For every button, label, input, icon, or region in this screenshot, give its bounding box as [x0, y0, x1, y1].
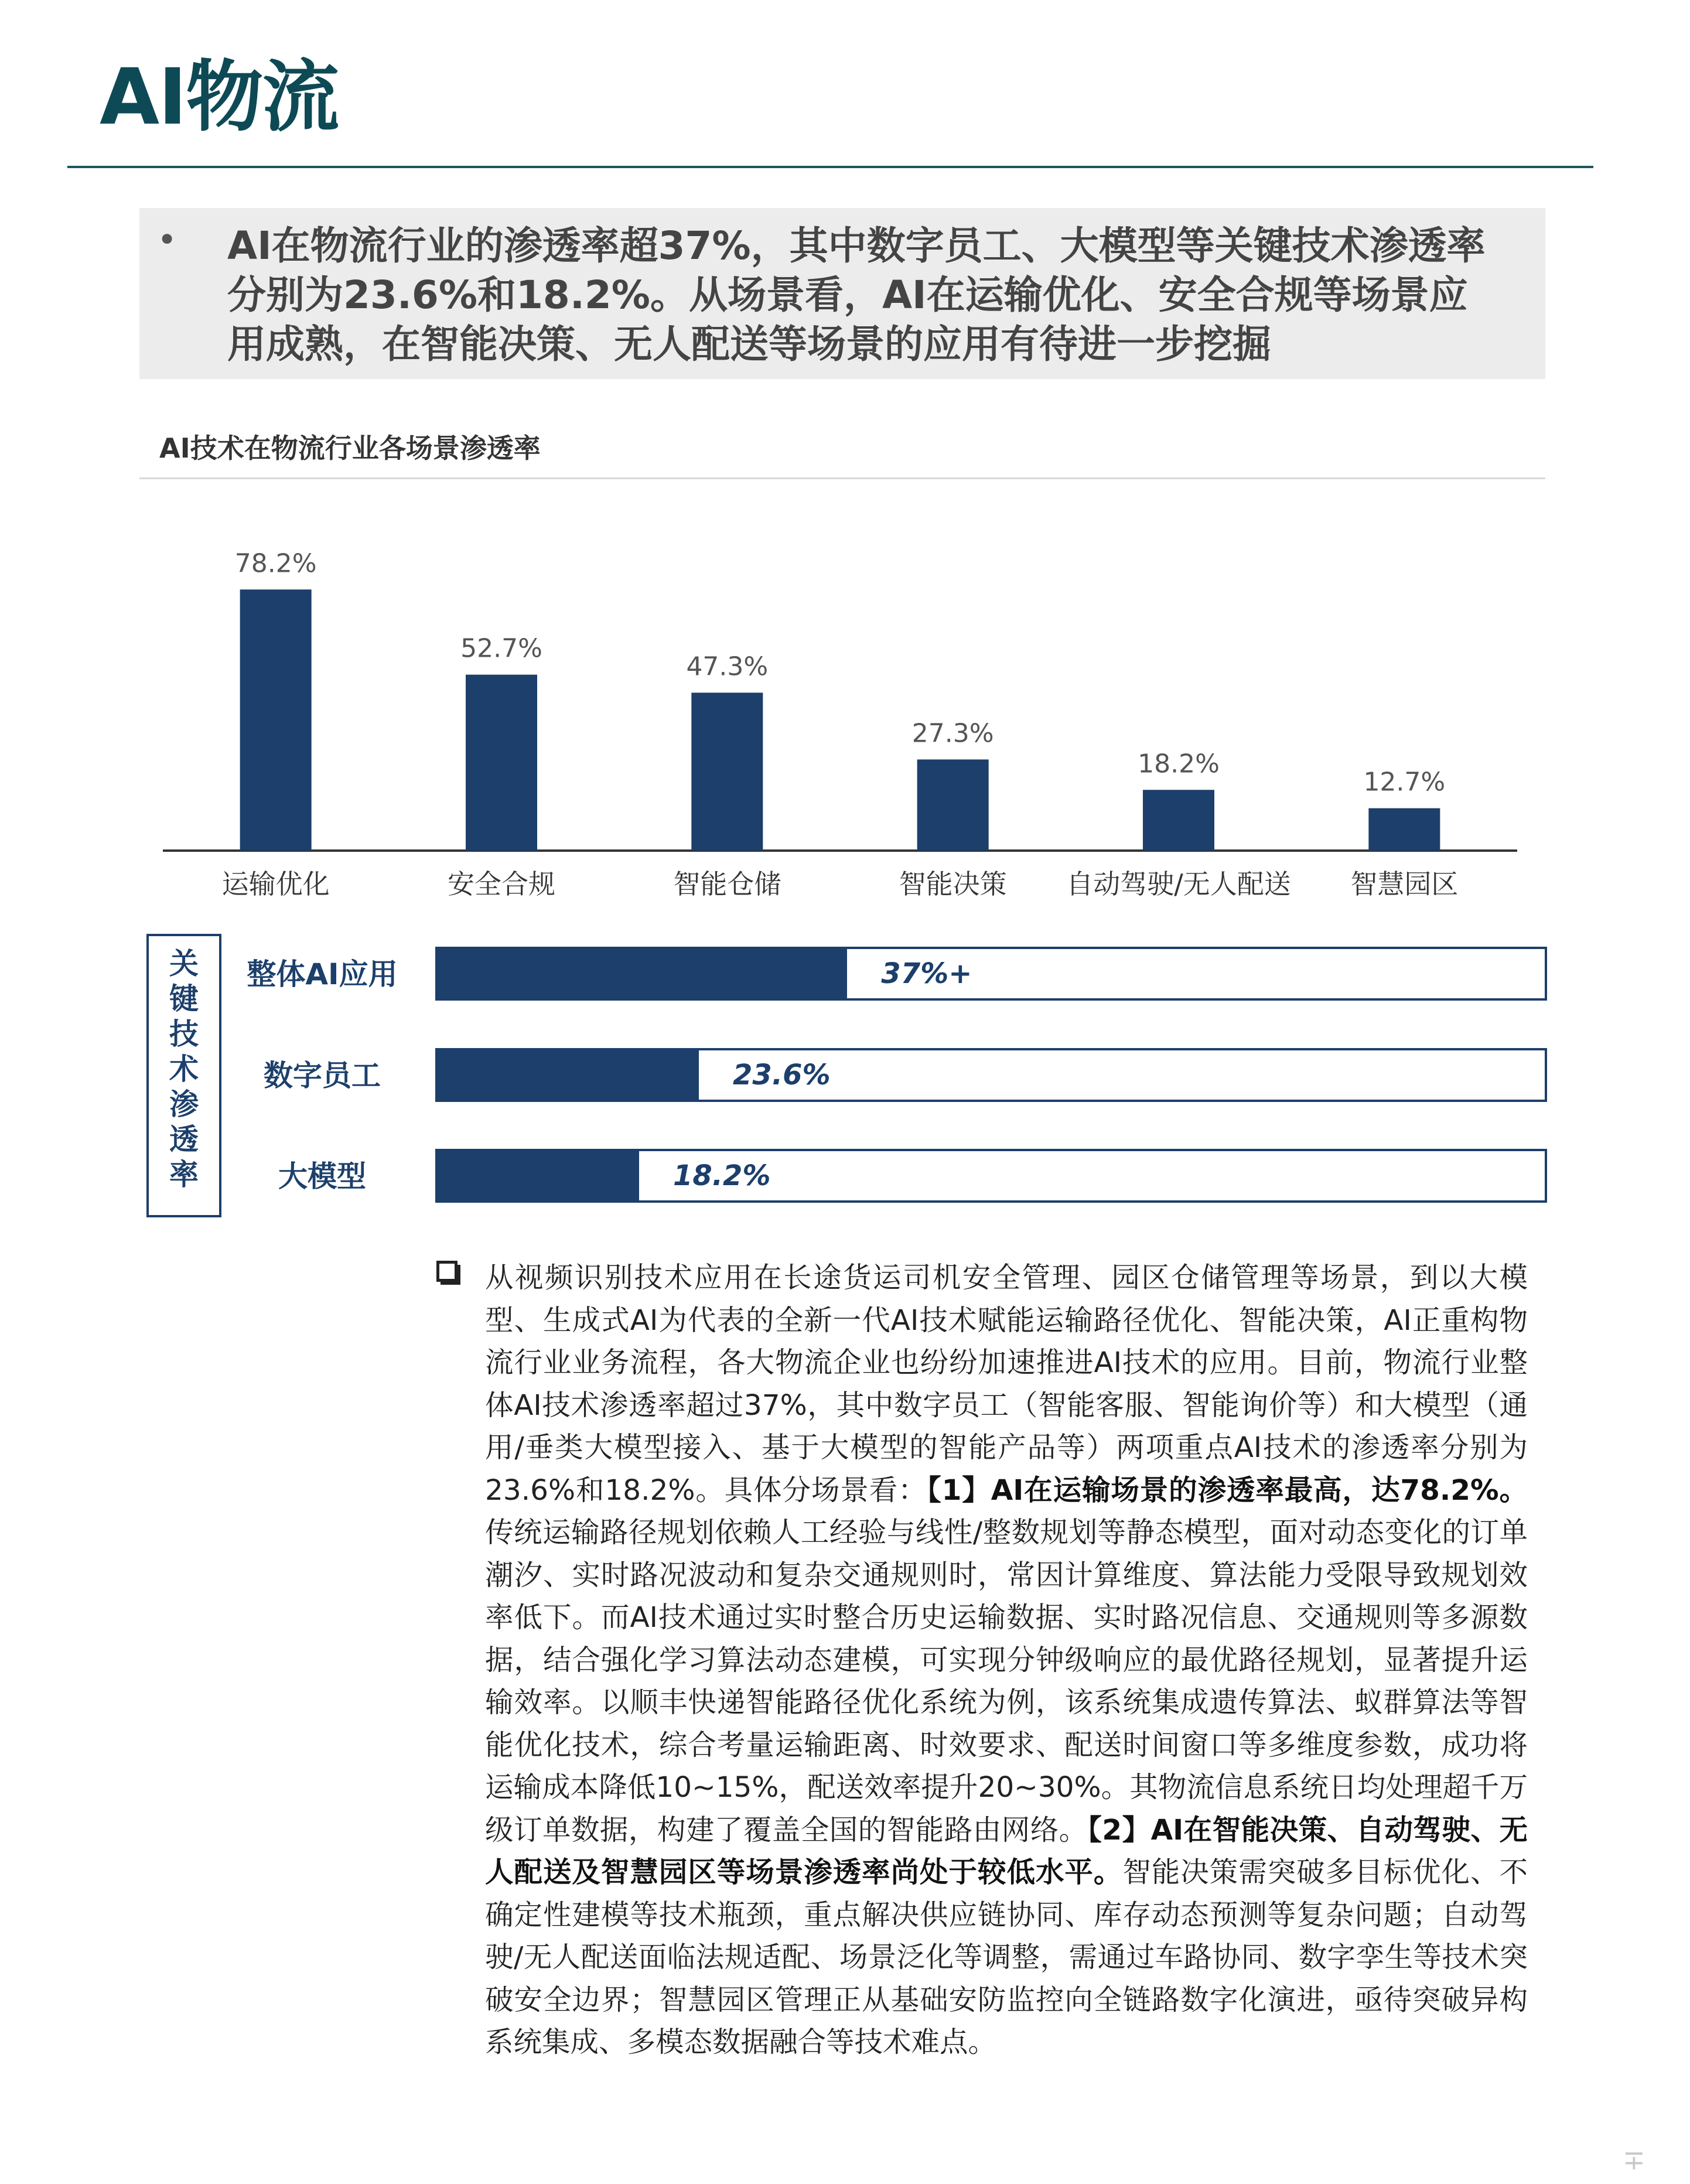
- x-tick-label-2: 安全合规: [448, 868, 555, 900]
- page-title: AI物流: [100, 52, 339, 142]
- bar-value-label-3: 47.3%: [686, 651, 769, 682]
- body-text-3: 智能决策需突破多目标优化、不确定性建模等技术瓶颈，重点解决供应链协同、库存动态预测等复杂问题；自动驾驶/无人配送面临法规适配、场景泛化等调整，需通过车路协同、数字孪生等技术突破安全边界；智慧园区管理正从基础安防监控向全链路数字化演进，亟待突破异构系统集成、多模态数据融合等技术难点。: [485, 1856, 1528, 2059]
- group-label-char: 率: [169, 1158, 199, 1192]
- body-highlight-2: 【2】AI在智能决策、自动驾驶、无人配送及智慧园区等场景渗透率尚处于较低水平。: [485, 1813, 1528, 1889]
- key-tech-bar-1: [438, 949, 847, 998]
- group-label-char: 透: [169, 1122, 199, 1156]
- key-tech-value-2: 23.6%: [733, 1059, 831, 1091]
- key-tech-value-3: 18.2%: [672, 1159, 771, 1192]
- bar-6: [1368, 808, 1440, 851]
- bar-1: [240, 589, 312, 851]
- corner-watermark: ∓: [1623, 2144, 1645, 2176]
- bar-value-label-4: 27.3%: [911, 718, 994, 749]
- bar-4: [917, 759, 989, 851]
- chart-title: AI技术在物流行业各场景渗透率: [159, 432, 541, 464]
- bar-3: [691, 692, 763, 851]
- group-label-char: 技: [169, 1017, 199, 1051]
- key-tech-value-1: 37%+: [881, 957, 972, 990]
- key-tech-track-1: [435, 947, 1547, 1001]
- body-text-2: 传统运输路径规划依赖人工经验与线性/整数规划等静态模型，面对动态变化的订单潮汐、实时路况波动和复杂交通规则时，常因计算维度、算法能力受限导致规划效率低下。而AI技术通过实时整合历史运输数据、实时路况信息、交通规则等多源数据，结合强化学习算法动态建模，可实现分钟级响应的最优路径规划，显著提升运输效率。以顺丰快递智能路径优化系统为例，该系统集成遗传算法、蚁群算法等智能优化技术，综合考量运输距离、时效要求、配送时间窗口等多维度参数，成功将运输成本降低10~15%，配送效率提升20~30%。其物流信息系统日均处理超千万级订单数据，构建了覆盖全国的智能路由网络。: [485, 1516, 1528, 1847]
- x-tick-label-5: 自动驾驶/无人配送: [1066, 868, 1291, 900]
- group-label-char: 键: [169, 982, 199, 1016]
- x-tick-label-4: 智能决策: [899, 868, 1007, 900]
- key-tech-label-2: 数字员工: [264, 1059, 381, 1093]
- key-tech-track-3: [435, 1149, 1547, 1203]
- bar-value-label-2: 52.7%: [460, 633, 542, 664]
- summary-bullet: •: [157, 220, 177, 260]
- key-tech-bar-2: [438, 1050, 699, 1100]
- body-text-1: 从视频识别技术应用在长途货运司机安全管理、园区仓储管理等场景，到以大模型、生成式AI为代表的全新一代AI技术赋能运输路径优化、智能决策，AI正重构物流行业业务流程，各大物流企业也纷纷加速推进AI技术的应用。目前，物流行业整体AI技术渗透率超过37%，其中数字员工（智能客服、智能询价等）和大模型（通用/垂类大模型接入、基于大模型的智能产品等）两项重点AI技术的渗透率分别为23.6%和18.2%。具体分场景看：: [485, 1261, 1528, 1507]
- bar-2: [466, 675, 537, 851]
- x-tick-label-1: 运输优化: [221, 868, 330, 900]
- key-tech-track-2: [435, 1048, 1547, 1102]
- group-label-char: 渗: [169, 1087, 199, 1121]
- group-label-char: 关: [169, 947, 199, 981]
- checkbox-bullet-icon: [436, 1261, 458, 1282]
- body-highlight-1: 【1】AI在运输场景的渗透率最高，达78.2%。: [927, 1473, 1528, 1507]
- x-tick-label-3: 智能仓储: [673, 868, 781, 900]
- bar-value-label-1: 78.2%: [234, 548, 317, 579]
- scenario-bar-chart: [0, 0, 1690, 914]
- summary-text: AI在物流行业的渗透率超37%，其中数字员工、大模型等关键技术渗透率分别为23.6%和18.2%。从场景看，AI在运输优化、安全合规等场景应用成熟，在智能决策、无人配送等场景的应用有待进一步挖掘: [227, 223, 1486, 367]
- key-tech-label-3: 大模型: [278, 1159, 366, 1193]
- bar-value-label-6: 12.7%: [1363, 767, 1446, 797]
- body-paragraph: [485, 1257, 1528, 2064]
- key-tech-bar-3: [438, 1151, 639, 1200]
- x-tick-label-6: 智慧园区: [1350, 868, 1459, 900]
- key-tech-label-1: 整体AI应用: [247, 957, 398, 991]
- bar-value-label-5: 18.2%: [1138, 749, 1220, 779]
- group-label-char: 术: [169, 1052, 199, 1086]
- bar-5: [1143, 790, 1214, 851]
